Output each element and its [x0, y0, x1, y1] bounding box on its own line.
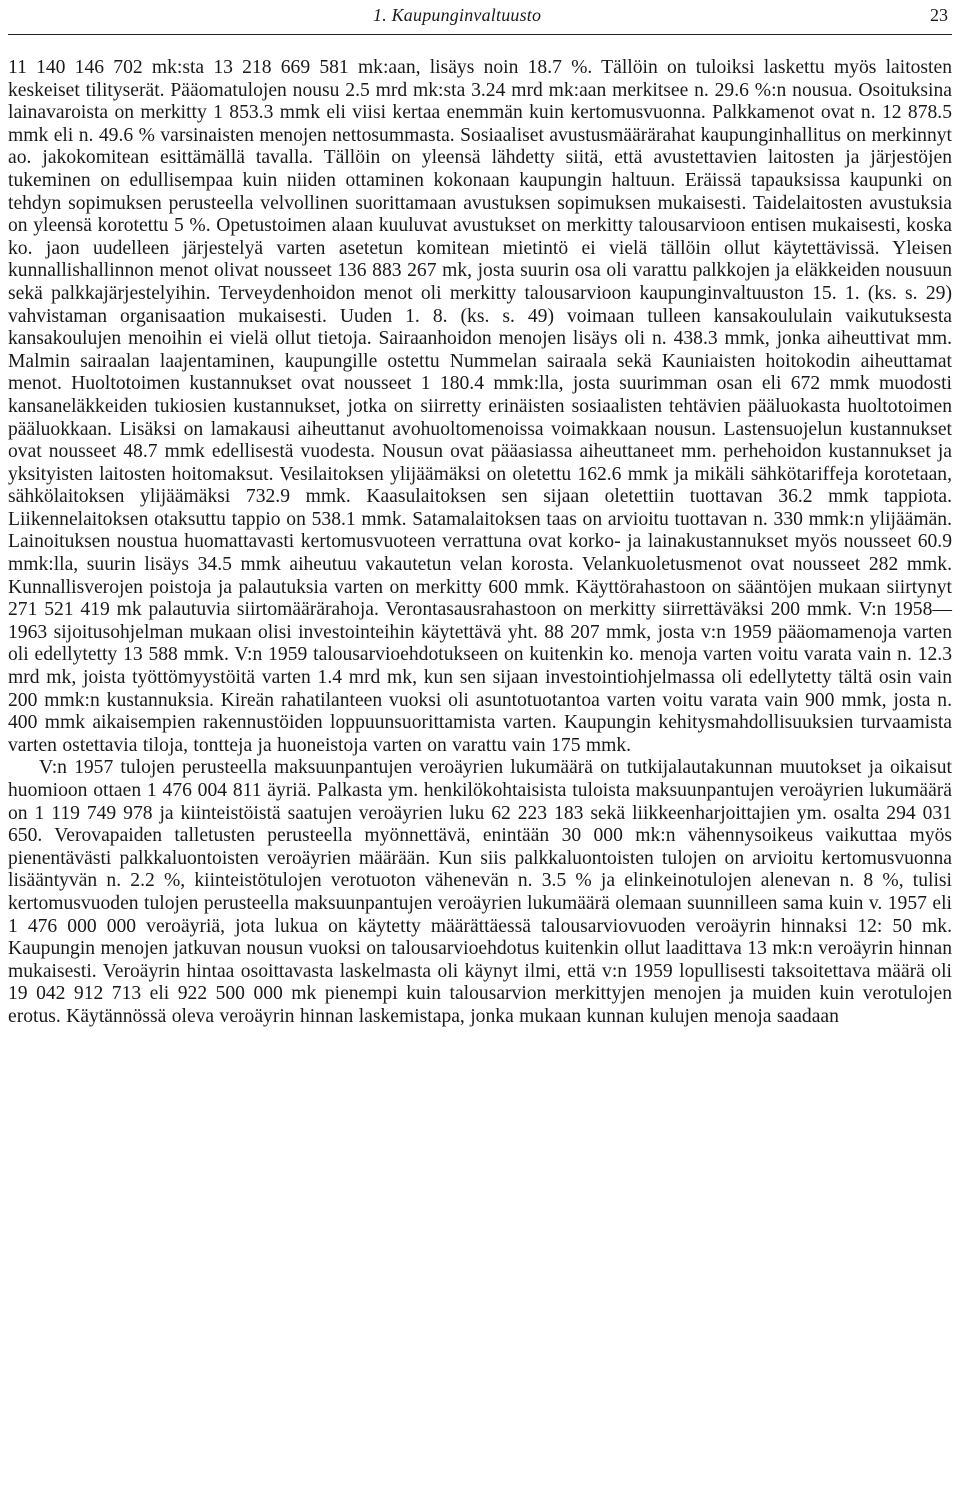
paragraph-tax-units: V:n 1957 tulojen perusteella maksuunpantujen veroäyrien lukumäärä on tutkijalautakunnan muutokset ja oikaisut huomioon ottaen 1 476 004 811 äyriä. Palkasta ym. henkilökohtaisista tuloista maksuunpantujen veroäyrien lukumäärä on 1 119 749 978 ja kiinteistöistä saatujen veroäyrien luku 62 223 183 sekä liikkeenharjoittajien ym. osalta 294 031 650. Verovapaiden talletusten perusteella myönnettävä, enintään 30 000 mk:n vähennysoikeus vaikuttaa myös pienentävästi palkkaluontoisten veroäyrien määrään. Kun siis palkkaluontoisten tulojen on arvioitu kertomusvuonna lisääntyvän n. 2.2 %, kiinteistötulojen verotuoton vähenevän n. 3.5 % ja elinkeinotulojen alenevan n. 8 %, tulisi kertomusvuoden tulojen perusteella maksuunpantujen veroäyrien lukumäärä olemaan suunnilleen sama kuin v. 1957 eli 1 476 000 000 veroäyriä, jota lukua on käytetty määrättäessä talousarviovuoden veroäyrin hinnaksi 12: 50 mk. Kaupungin menojen jatkuvan nousun vuoksi on talousarvioehdotus kuitenkin ollut laadittava 13 mk:n veroäyrin hinnan mukaisesti. Veroäyrin hintaa osoittavasta laskelmasta oli käynyt ilmi, että v:n 1959 lopullisesti taksoitettava määrä oli 19 042 912 713 eli 922 500 000 mk pienempi kuin talousarvion merkittyjen menojen ja muiden kuin verotulojen erotus. Käytännössä oleva veroäyrin hinnan laskemistapa, jonka mukaan kunnan kulujen menoja saadaan — [8, 757, 952, 1027]
document-page — [8, 0, 952, 1029]
body-text — [8, 57, 952, 1029]
page-number: 23 — [930, 5, 948, 25]
paragraph-budget-overview: 11 140 146 702 mk:sta 13 218 669 581 mk:aan, lisäys noin 18.7 %. Tällöin on tuloiksi laskettu myös laitosten keskeiset tilityserät. Pääomatulojen nousu 2.5 mrd mk:sta 3.24 mrd mk:aan merkitsee n. 29.6 %:n nousua. Osoituksina lainavaroista on merkitty 1 853.3 mmk eli viisi kertaa enemmän kuin kertomusvuonna. Palkkamenot ovat n. 12 878.5 mmk eli n. 49.6 % varsinaisten menojen nettosummasta. Sosiaaliset avustusmäärärahat kaupunginhallitus on merkinnyt ao. jakokomitean esittämällä tavalla. Tällöin on yleensä lähdetty siitä, että avustettavien laitosten ja järjestöjen tukeminen on edullisempaa kuin niiden ottaminen kokonaan kaupungin haltuun. Eräissä tapauksissa kaupunki on tehdyn sopimuksen perusteella velvollinen suorittamaan avustuksen sopimuksen mukaisesti. Taidelaitosten avustuksia on yleensä korotettu 5 %. Opetustoimen alaan kuuluvat avustukset on merkitty talousarvioon entisen mukaisesti, koska ko. jaon uudelleen järjestelyä varten asetetun komitean mietintö ei vielä tällöin ollut käytettävissä. Yleisen kunnallishallinnon menot olivat nousseet 136 883 267 mk, josta suurin osa oli varattu palkkojen ja eläkkeiden nousuun sekä palkkajärjestelyihin. Terveydenhoidon menot oli merkitty talousarvioon kaupunginvaltuuston 15. 1. (ks. s. 29) vahvistaman organisaation mukaisesti. Uuden 1. 8. (ks. s. 49) voimaan tulleen kansakoululain vaikutuksesta kansakoulujen menoihin ei vielä ollut tietoja. Sairaanhoidon menojen lisäys oli n. 438.3 mmk, jonka aiheuttivat mm. Malmin sairaalan laajentaminen, kaupungille ostettu Nummelan sairaala sekä Kauniaisten hoitokodin aiheuttamat menot. Huoltotoimen kustannukset ovat nousseet 1 180.4 mmk:lla, josta suurimman osan eli 672 mmk muodosti kansaneläkkeiden tukiosien kustannukset, jotka on siirretty erinäisten sosiaalisten tehtävien pääluokasta huoltotoimen pääluokkaan. Lisäksi on lamakausi aiheuttanut avohuoltomenoissa voimakkaan nousun. Lastensuojelun kustannukset ovat nousseet 48.7 mmk edellisestä vuodesta. Nousun ovat pääasiassa aiheuttaneet mm. perhehoidon kustannukset ja yksityisten laitosten hoitomaksut. Vesilaitoksen ylijäämäksi on oletettu 162.6 mmk ja mikäli sähkötariffeja korotetaan, sähkölaitoksen ylijäämäksi 732.9 mmk. Kaasulaitoksen sen sijaan oletettiin tuottavan 36.2 mmk tappiota. Liikennelaitoksen otaksuttu tappio on 538.1 mmk. Satamalaitoksen taas on arvioitu tuottavan n. 330 mmk:n ylijäämän. Lainoituksen noustua huomattavasti kertomusvuoteen verrattuna ovat korko- ja lainakustannukset myös nousseet 60.9 mmk:lla, suurin lisäys 34.5 mmk aiheutuu vakautetun velan korosta. Velankuoletusmenot ovat nousseet 282 mmk. Kunnallisverojen poistoja ja palautuksia varten on merkitty 600 mmk. Käyttörahastoon on sääntöjen mukaan siirtynyt 271 521 419 mk palautuvia siirtomäärärahoja. Verontasausrahastoon on merkitty siirrettäväksi 200 mmk. V:n 1958—1963 sijoitusohjelman mukaan olisi investointeihin käytettävä yht. 88 207 mmk, josta v:n 1959 pääomamenoja varten oli edellytetty 13 588 mmk. V:n 1959 talousarvioehdotukseen on kuitenkin ko. menoja varten voitu varata vain n. 12.3 mrd mk, joista työttömyystöitä varten 1.4 mrd mk, kun sen sijaan investointiohjelmassa oli edellytetty tältä osin vain 200 mmk:n kustannuksia. Kireän rahatilanteen vuoksi oli asuntotuotantoa varten voitu varata vain 900 mmk, josta n. 400 mmk aikaisempien rakennustöiden loppuunsuorittamista varten. Kaupungin kehitysmahdollisuuksien turvaamista varten ostettavia tiloja, tontteja ja huoneistoja varten on varattu vain 175 mmk. — [8, 57, 952, 756]
running-title: 1. Kaupunginvaltuusto — [373, 5, 542, 25]
running-header — [8, 0, 952, 35]
